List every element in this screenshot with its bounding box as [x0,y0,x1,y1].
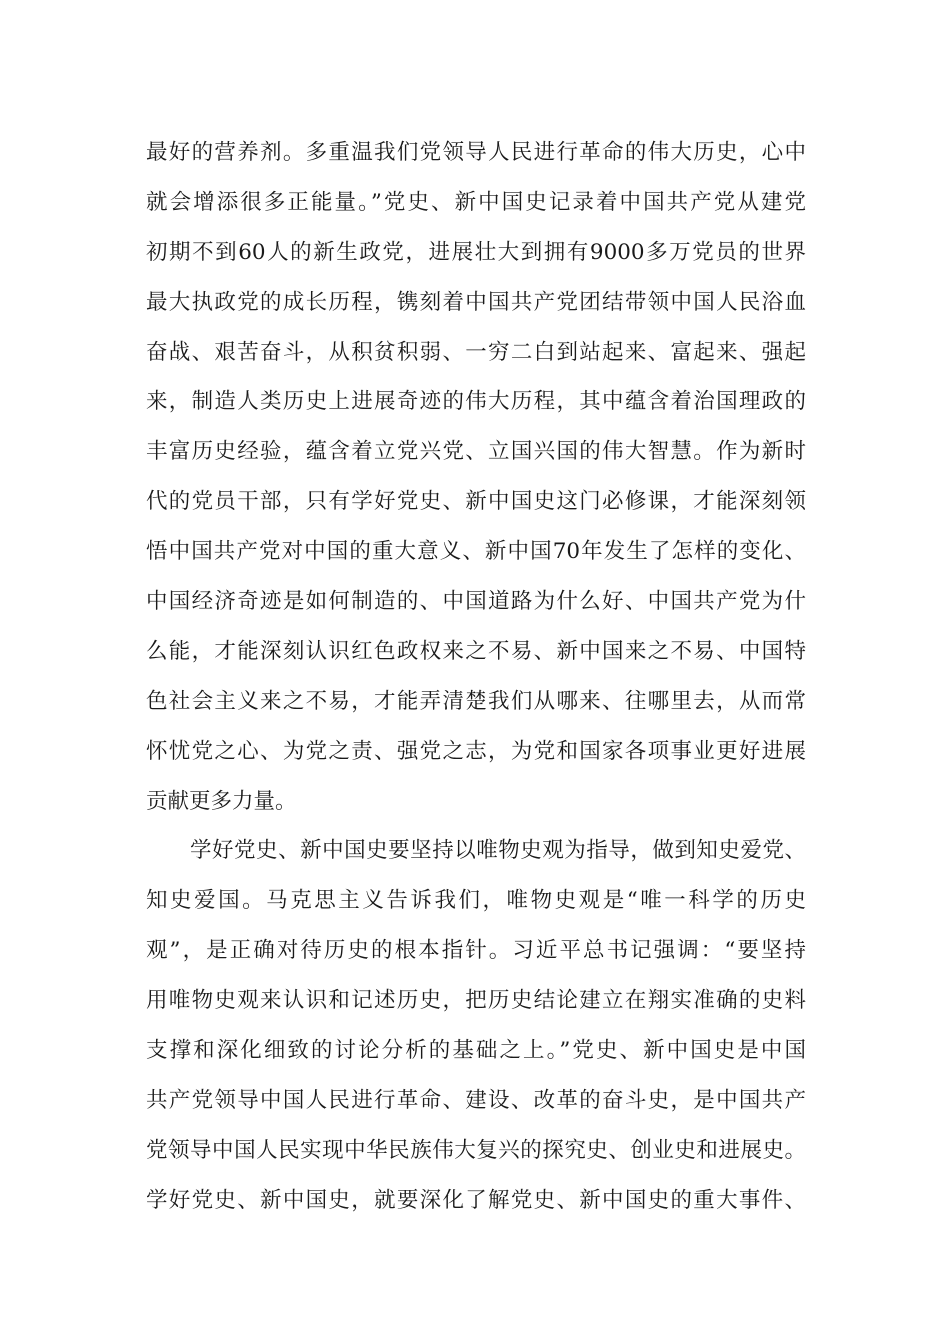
text-line: 怀忧党之心、为党之责、强党之志，为党和国家各项事业更好进展 [146,738,806,764]
text-line: 悟中国共产党对中国的重大意义、新中国70年发生了怎样的变化、 [146,539,806,565]
text-line: 最大执政党的成长历程，镌刻着中国共产党团结带领中国人民浴血 [146,289,806,315]
text-line: 中国经济奇迹是如何制造的、中国道路为什么好、中国共产党为什 [146,589,806,615]
text-line: 就会增添很多正能量。”党史、新中国史记录着中国共产党从建党 [146,189,806,215]
document-body [146,128,806,1226]
paragraph-1 [146,128,806,826]
text-line: 知史爱国。马克思主义告诉我们，唯物史观是“唯一科学的历史 [146,888,806,914]
text-line: 初期不到60人的新生政党，进展壮大到拥有9000多万党员的世界 [146,239,806,265]
text-line: 党领导中国人民实现中华民族伟大复兴的探究史、创业史和进展史。 [146,1137,806,1163]
text-line: 观”，是正确对待历史的根本指针。习近平总书记强调：“要坚持 [146,938,806,964]
text-line: 丰富历史经验，蕴含着立党兴党、立国兴国的伟大智慧。作为新时 [146,439,806,465]
text-line-last: 贡献更多力量。 [146,788,297,814]
text-line: 学好党史、新中国史，就要深化了解党史、新中国史的重大事件、 [146,1187,806,1213]
paragraph-2 [146,826,806,1225]
text-line: 代的党员干部，只有学好党史、新中国史这门必修课，才能深刻领 [146,489,806,515]
text-line-first: 学好党史、新中国史要坚持以唯物史观为指导，做到知史爱党、 [190,838,806,864]
text-line: 么能，才能深刻认识红色政权来之不易、新中国来之不易、中国特 [146,638,806,664]
text-line: 色社会主义来之不易，才能弄清楚我们从哪来、往哪里去，从而常 [146,688,806,714]
text-line: 用唯物史观来认识和记述历史，把历史结论建立在翔实准确的史料 [146,988,806,1014]
text-line: 来，制造人类历史上进展奇迹的伟大历程，其中蕴含着治国理政的 [146,389,806,415]
text-line: 最好的营养剂。多重温我们党领导人民进行革命的伟大历史，心中 [146,140,806,165]
text-line: 支撑和深化细致的讨论分析的基础之上。”党史、新中国史是中国 [146,1038,806,1064]
text-line: 共产党领导中国人民进行革命、建设、改革的奋斗史，是中国共产 [146,1087,806,1113]
text-line: 奋战、艰苦奋斗，从积贫积弱、一穷二白到站起来、富起来、强起 [146,339,806,365]
